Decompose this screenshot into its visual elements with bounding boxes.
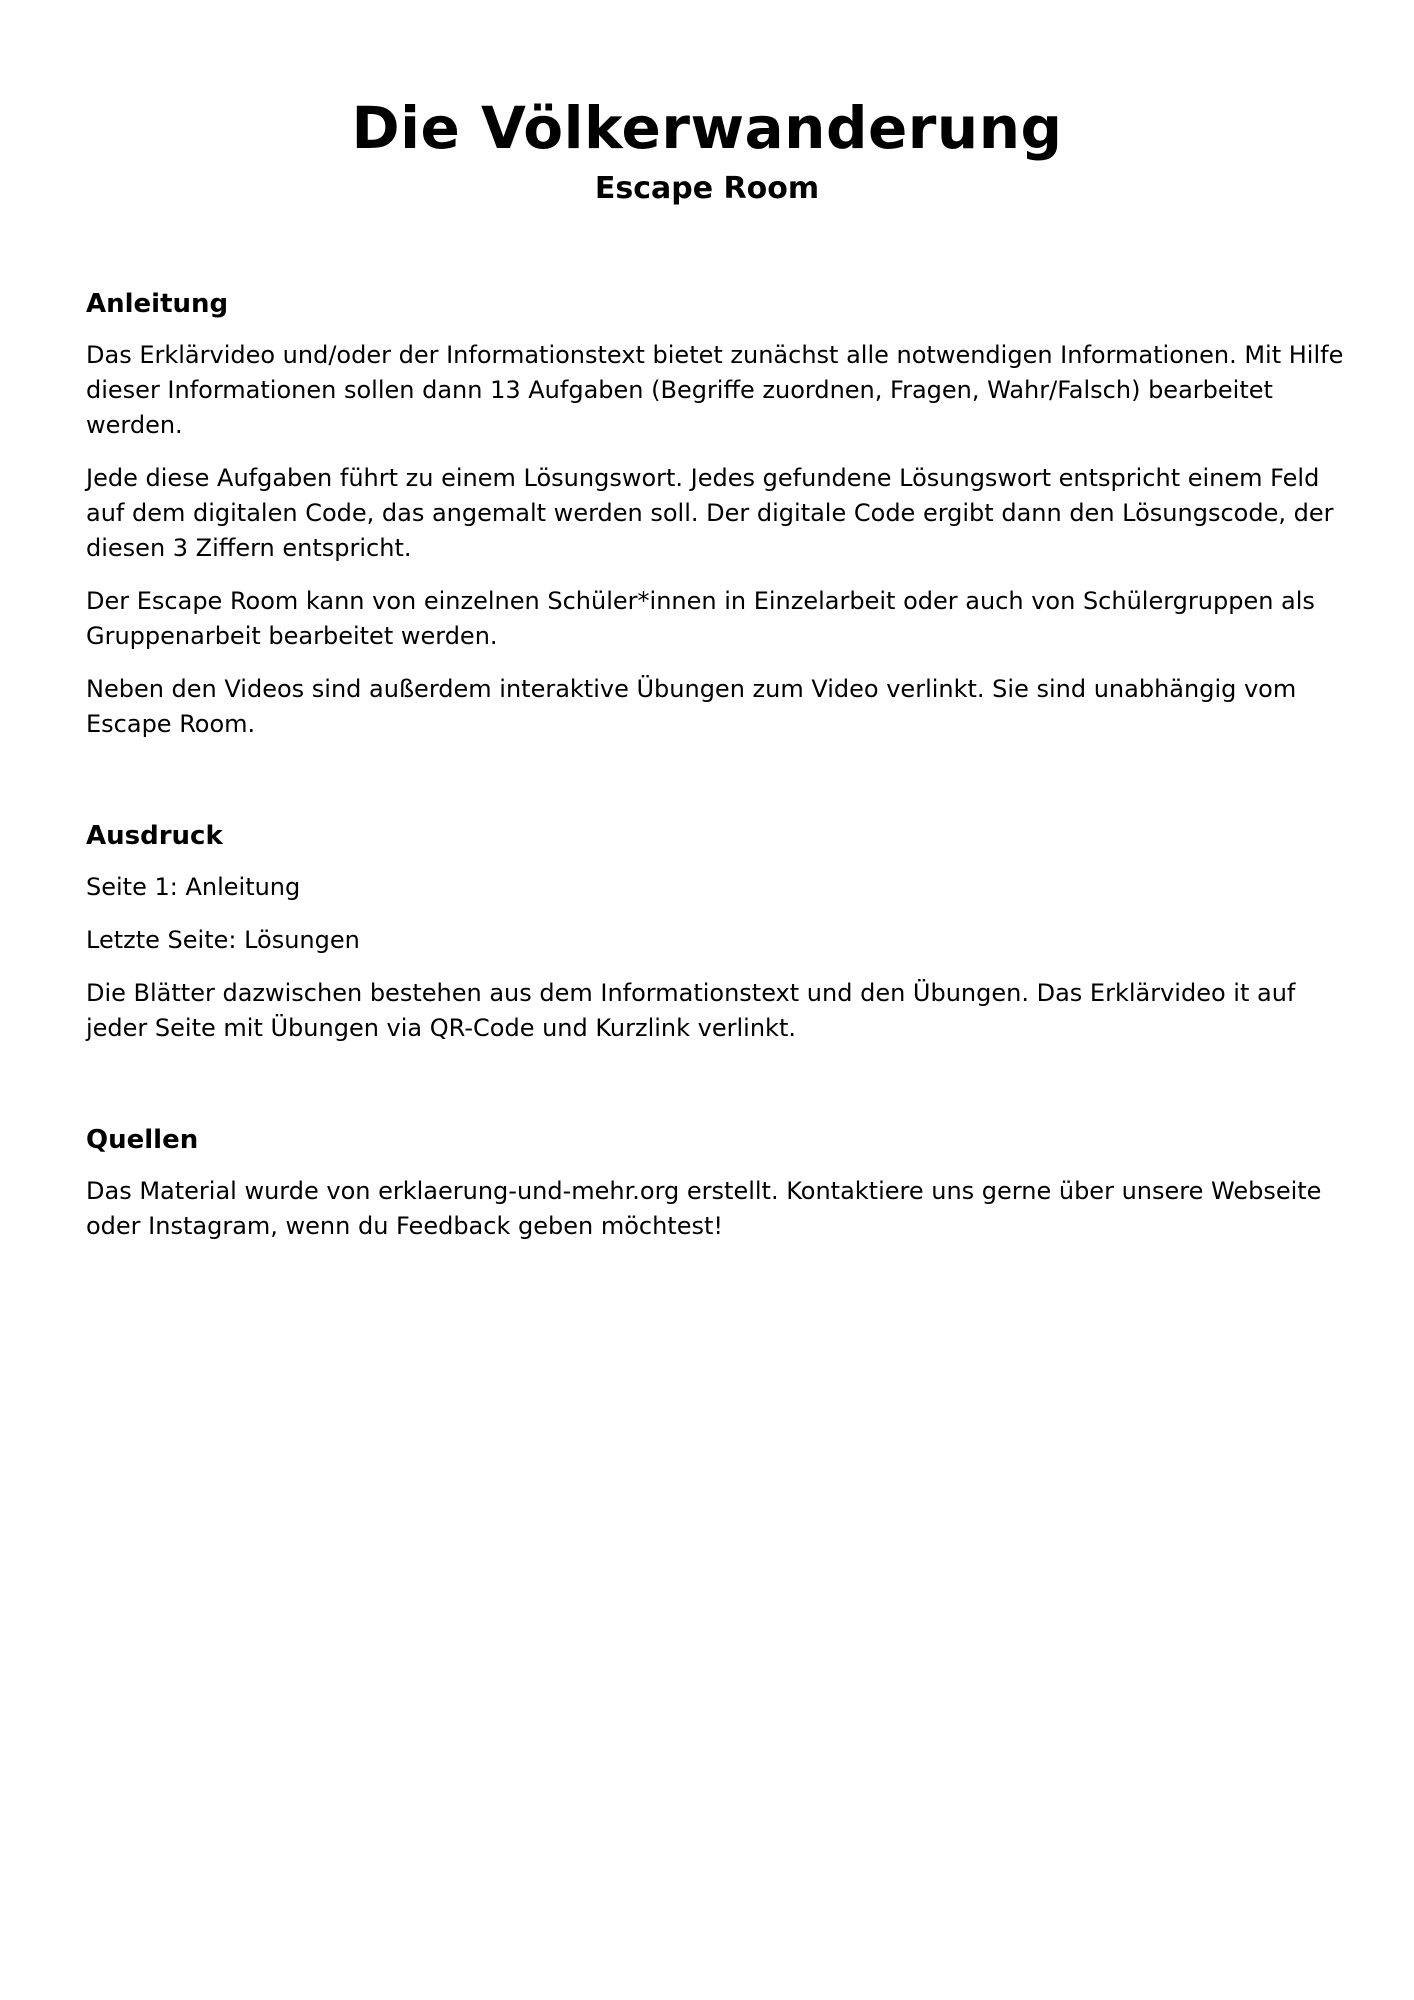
paragraph: Letzte Seite: Lösungen (86, 926, 360, 954)
section-ausdruck (86, 818, 1346, 1046)
section-heading: Anleitung (86, 289, 229, 319)
paragraph: Jede diese Aufgaben führt zu einem Lösungswort. Jedes gefundene Lösungswort entspricht einem Feld auf dem digitalen Code, das angemalt werden soll. Der digitale Code ergibt dann den Lösungscode, der diesen 3 Ziffern entspricht. (86, 464, 1334, 562)
document-body (86, 286, 1346, 1320)
section-heading: Ausdruck (86, 821, 223, 851)
section-quellen (86, 1122, 1346, 1244)
document-title: Die Völkerwanderung (351, 94, 1063, 162)
paragraph: Der Escape Room kann von einzelnen Schüler*innen in Einzelarbeit oder auch von Schülergruppen als Gruppenarbeit bearbeitet werden. (86, 587, 1315, 650)
section-anleitung (86, 286, 1346, 742)
paragraph: Das Material wurde von erklaerung-und-mehr.org erstellt. Kontaktiere uns gerne über unsere Webseite oder Instagram, wenn du Feedback geben möchtest! (86, 1177, 1322, 1240)
paragraph: Die Blätter dazwischen bestehen aus dem Informationstext und den Übungen. Das Erklärvideo it auf jeder Seite mit Übungen via QR-Code und Kurzlink verlinkt. (86, 979, 1296, 1042)
paragraph: Das Erklärvideo und/oder der Informationstext bietet zunächst alle notwendigen Informationen. Mit Hilfe dieser Informationen sollen dann 13 Aufgaben (Begriffe zuordnen, Fragen, Wahr/Falsch) bearbeitet werden. (86, 341, 1344, 439)
document-subtitle: Escape Room (594, 171, 820, 206)
paragraph: Seite 1: Anleitung (86, 873, 301, 901)
section-heading: Quellen (86, 1125, 199, 1155)
paragraph: Neben den Videos sind außerdem interaktive Übungen zum Video verlinkt. Sie sind unabhängig vom Escape Room. (86, 675, 1297, 738)
